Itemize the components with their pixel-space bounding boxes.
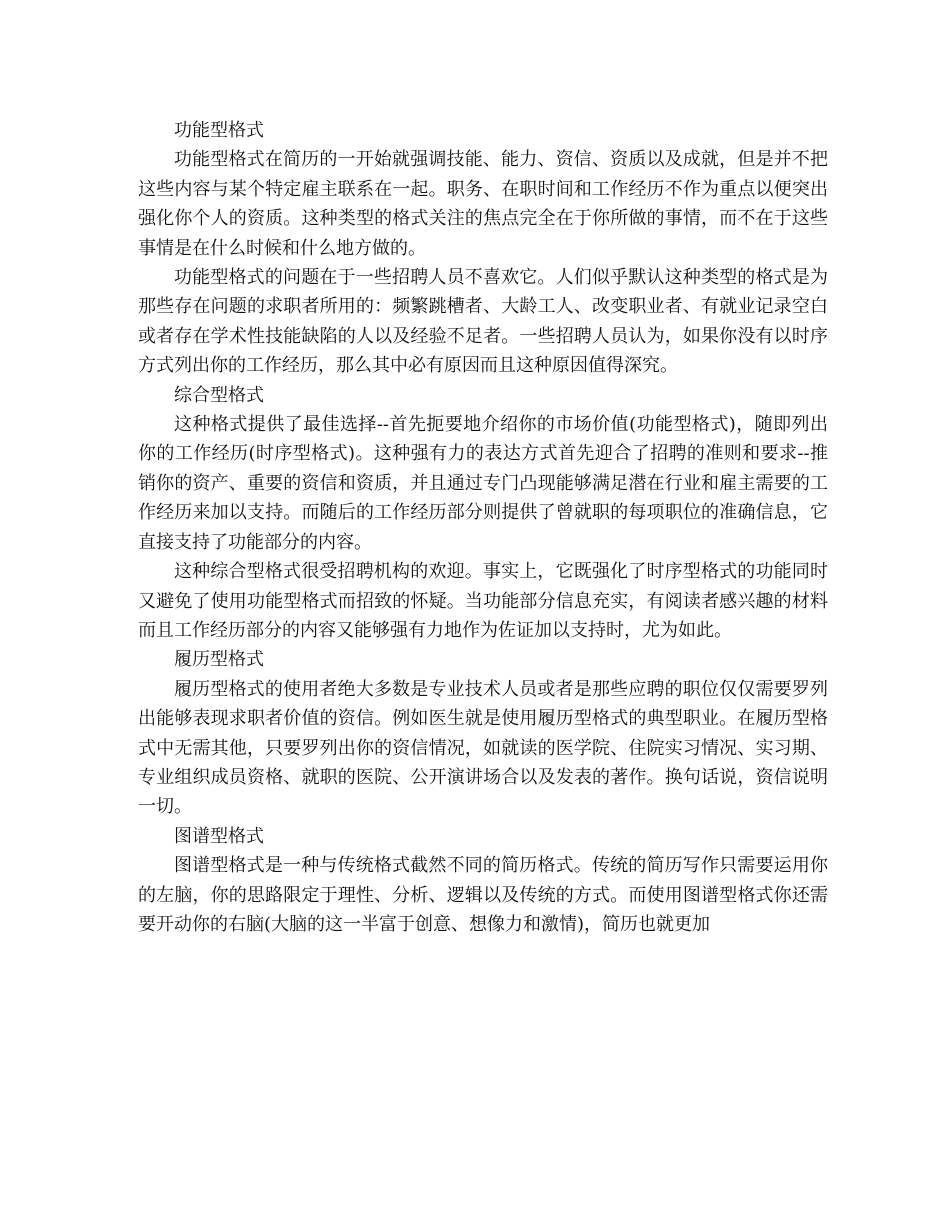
document-body <box>138 116 828 939</box>
body-paragraph: 功能型格式在简历的一开始就强调技能、能力、资信、资质以及成就，但是并不把这些内容与某个特定雇主联系在一起。职务、在职时间和工作经历不作为重点以便突出强化你个人的资质。这种类型的格式关注的焦点完全在于你所做的事情，而不在于这些事情是在什么时候和什么地方做的。 <box>138 149 828 259</box>
body-paragraph: 功能型格式的问题在于一些招聘人员不喜欢它。人们似乎默认这种类型的格式是为那些存在问题的求职者所用的：频繁跳槽者、大龄工人、改变职业者、有就业记录空白或者存在学术性技能缺陷的人以及经验不足者。一些招聘人员认为，如果你没有以时序方式列出你的工作经历，那么其中必有原因而且这种原因值得深究。 <box>138 267 828 377</box>
section-heading-graphic: 图谱型格式 <box>174 825 264 847</box>
section-heading-combination: 综合型格式 <box>174 384 264 406</box>
body-paragraph: 履历型格式的使用者绝大多数是专业技术人员或者是那些应聘的职位仅仅需要罗列出能够表现求职者价值的资信。例如医生就是使用履历型格式的典型职业。在履历型格式中无需其他，只要罗列出你的资信情况，如就读的医学院、住院实习情况、实习期、专业组织成员资格、就职的医院、公开演讲场合以及发表的著作。换句话说，资信说明一切。 <box>138 678 828 818</box>
body-paragraph: 图谱型格式是一种与传统格式截然不同的简历格式。传统的简历写作只需要运用你的左脑，你的思路限定于理性、分析、逻辑以及传统的方式。而使用图谱型格式你还需要开动你的右脑(大脑的这一半富于创意、想像力和激情)，简历也就更加 <box>138 855 828 935</box>
body-paragraph: 这种格式提供了最佳选择--首先扼要地介绍你的市场价值(功能型格式)，随即列出你的工作经历(时序型格式)。这种强有力的表达方式首先迎合了招聘的准则和要求--推销你的资产、重要的资信和资质，并且通过专门凸现能够满足潜在行业和雇主需要的工作经历来加以支持。而随后的工作经历部分则提供了曾就职的每项职位的准确信息，它直接支持了功能部分的内容。 <box>138 414 828 553</box>
body-paragraph: 这种综合型格式很受招聘机构的欢迎。事实上，它既强化了时序型格式的功能同时又避免了使用功能型格式而招致的怀疑。当功能部分信息充实，有阅读者感兴趣的材料而且工作经历部分的内容又能够强有力地作为佐证加以支持时，尤为如此。 <box>138 561 828 641</box>
section-heading-curriculum-vitae: 履历型格式 <box>174 649 264 671</box>
section-heading-functional: 功能型格式 <box>174 120 264 141</box>
